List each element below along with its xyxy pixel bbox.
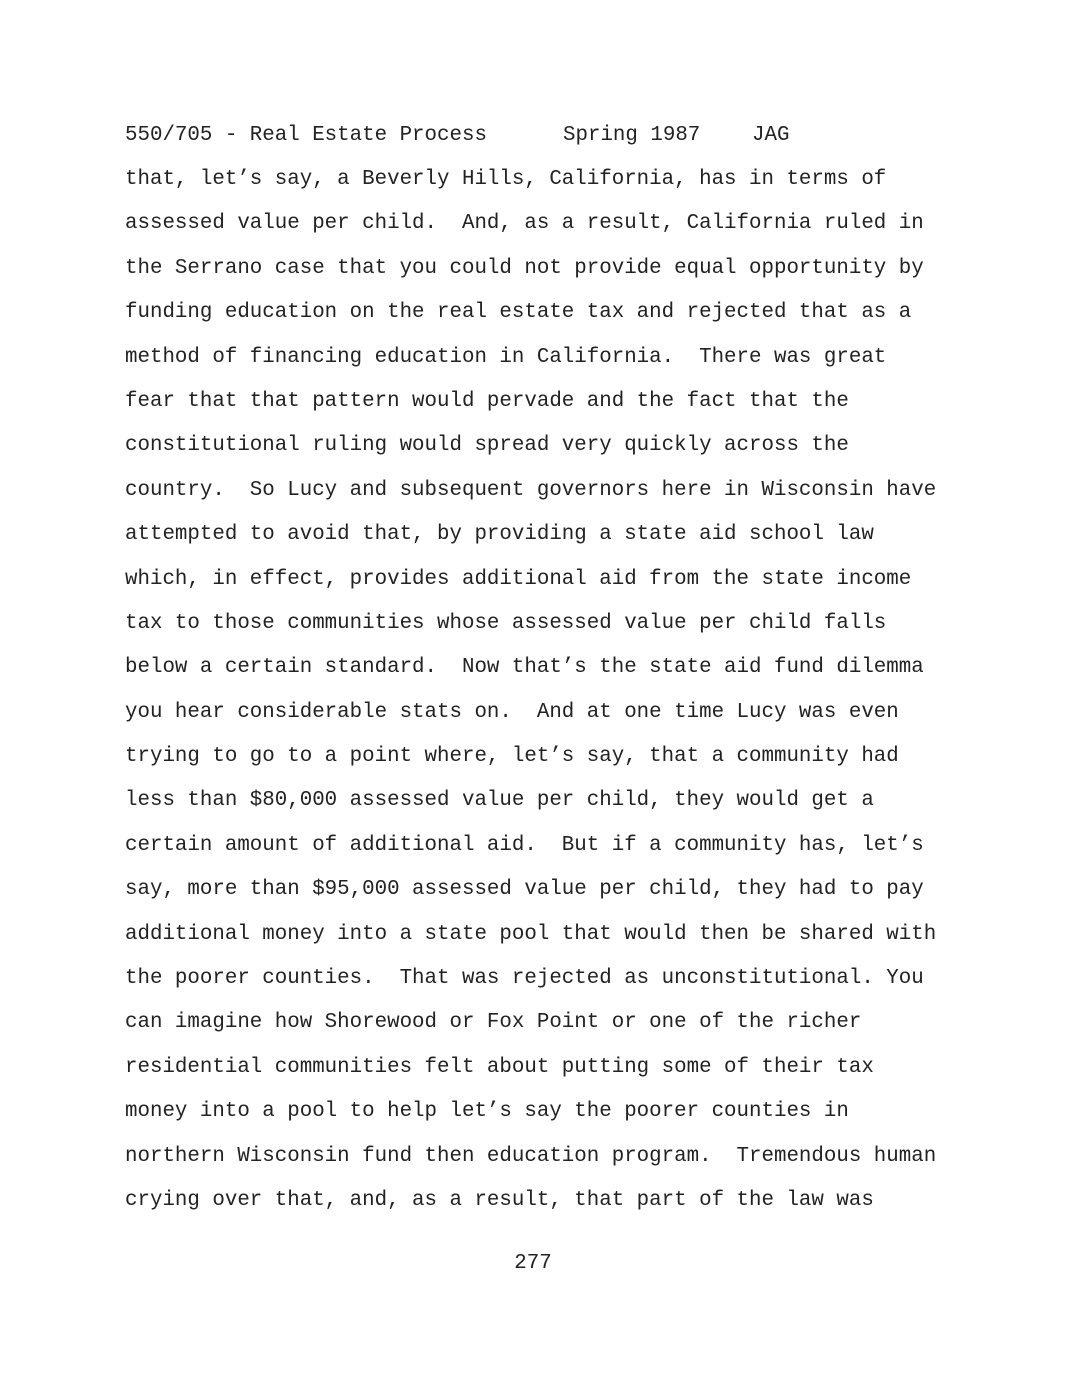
text-line: that, let’s say, a Beverly Hills, California, has in terms of <box>125 168 887 191</box>
text-line: certain amount of additional aid. But if a community has, let’s <box>125 833 924 857</box>
author-initials: JAG <box>752 124 790 147</box>
text-line: below a certain standard. Now that’s the state aid fund dilemma <box>125 656 924 680</box>
text-line: assessed value per child. And, as a result, California ruled in <box>125 212 924 236</box>
text-line: which, in effect, provides additional aid from the state income <box>125 567 912 591</box>
text-line: the Serrano case that you could not provide equal opportunity by <box>125 256 924 280</box>
text-line: constitutional ruling would spread very quickly across the <box>125 434 849 458</box>
text-line: money into a pool to help let’s say the poorer counties in <box>125 1100 849 1124</box>
text-line: northern Wisconsin fund then education program. Tremendous human <box>125 1144 937 1168</box>
text-line: funding education on the real estate tax and rejected that as a <box>125 301 912 325</box>
page-number: 277 <box>514 1252 552 1275</box>
text-line: less than $80,000 assessed value per child, they would get a <box>125 789 874 813</box>
text-line: additional money into a state pool that would then be shared with <box>125 922 937 946</box>
text-line: fear that that pattern would pervade and the fact that the <box>125 389 849 413</box>
text-line: can imagine how Shorewood or Fox Point or one of the richer <box>125 1011 862 1035</box>
text-line: the poorer counties. That was rejected as unconstitutional. You <box>125 967 924 991</box>
text-line: say, more than $95,000 assessed value per child, they had to pay <box>125 878 924 902</box>
course-title: 550/705 - Real Estate Process <box>125 124 487 147</box>
text-line: crying over that, and, as a result, that part of the law was <box>125 1188 874 1212</box>
text-line: attempted to avoid that, by providing a state aid school law <box>125 523 874 547</box>
text-line: tax to those communities whose assessed value per child falls <box>125 611 887 635</box>
text-line: residential communities felt about putting some of their tax <box>125 1055 874 1079</box>
text-line: method of financing education in California. There was great <box>125 345 887 369</box>
transcript-body <box>125 166 1025 1231</box>
text-line: you hear considerable stats on. And at one time Lucy was even <box>125 700 899 724</box>
term-label: Spring 1987 <box>563 124 701 147</box>
text-line: country. So Lucy and subsequent governors here in Wisconsin have <box>125 478 937 502</box>
text-line: trying to go to a point where, let’s say, that a community had <box>125 745 899 769</box>
